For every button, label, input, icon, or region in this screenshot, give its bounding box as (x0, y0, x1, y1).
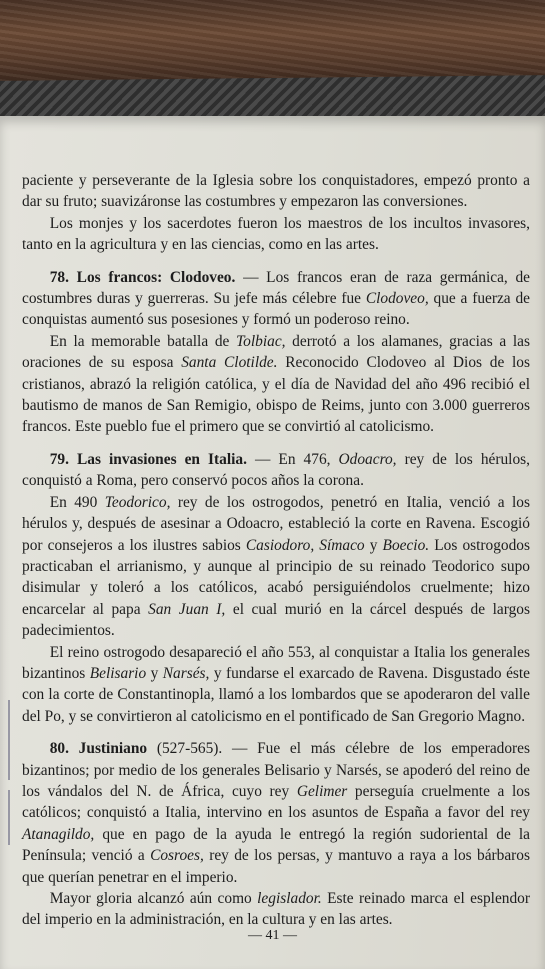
wooden-table-background (0, 0, 545, 82)
page-number: — 41 — (248, 928, 297, 943)
section-paragraph: 80. Justiniano (527-565). — Fue el más célebre de los emperadores bizantinos; por medio de los generales Belisario y Narsés, se apoderó del reino de los vándalos del N. de África, cuyo rey Gelimer perseguía cruelmente a los católicos; conquistó a Italia, intervino en los asuntos de España a favor del rey Atanagildo, que en pago de la ayuda le entregó la región sudoriental de la Península; venció a Cosroes, rey de los persas, y mantuvo a raya a los bárbaros que querían penetrar en el imperio. (22, 740, 530, 886)
text-paragraph: Mayor gloria alcanzó aún como legislador. Este reinado marca el esplendor del imperio en la administración, en la cultura y en las artes. (22, 890, 530, 929)
section-paragraph: 78. Los francos: Clodoveo. — Los francos eran de raza germánica, de costumbres duras y guerreras. Su jefe más célebre fue Clodoveo, que a fuerza de conquistas aumentó sus posesiones y formó un poderoso reino. (22, 268, 530, 329)
text-paragraph: paciente y perseverante de la Iglesia sobre los conquistadores, empezó pronto a dar su fruto; suavizáronse las costumbres y empezaron las conversiones. (22, 172, 530, 211)
text-paragraph: El reino ostrogodo desapareció el año 553, al conquistar a Italia los generales bizantinos Belisario y Narsés, y fundarse el exarcado de Ravena. Disgustado éste con la corte de Constantinopla, llamó a los lombardos que se apoderaron del valle del Po, y se convirtieron al catolicismo en el pontificado de San Gregorio Magno. (22, 643, 531, 725)
text-paragraph: En la memorable batalla de Tolbiac, derrotó a los alamanes, gracias a las oraciones de su esposa Santa Clotilde. Reconocido Clodoveo al Dios de los cristianos, abrazó la religión católica, y el día de Navidad del año 496 recibió el bautismo de manos de San Remigio, obispo de Reims, junto con 3.000 guerreros francos. Este pueblo fue el primero que se convirtió al catolicismo. (22, 332, 531, 436)
text-paragraph: En 490 Teodorico, rey de los ostrogodos, penetró en Italia, venció a los hérulos y, después de asesinar a Odoacro, estableció la corte en Ravena. Escogió por consejeros a los ilustres sabios Casiodoro, Símaco y Boecio. Los ostrogodos practicaban el arrianismo, y aunque al principio de su reinado Teodorico supo disimular y toleró a los católicos, acabó persiguiéndolos cruelmente; hizo encarcelar al papa San Juan I, el cual murió en la cárcel después de largos padecimientos. (22, 493, 530, 640)
page-body-text (22, 170, 530, 931)
text-paragraph: Los monjes y los sacerdotes fueron los maestros de los incultos invasores, tanto en la agricultura y en las ciencias, como en las artes. (22, 214, 530, 254)
section-paragraph: 79. Las invasiones en Italia. — En 476, Odoacro, rey de los hérulos, conquistó a Roma, pero conservó pocos años la corona. (22, 450, 530, 490)
pencil-margin-mark (8, 790, 10, 845)
pencil-margin-mark (8, 700, 10, 780)
